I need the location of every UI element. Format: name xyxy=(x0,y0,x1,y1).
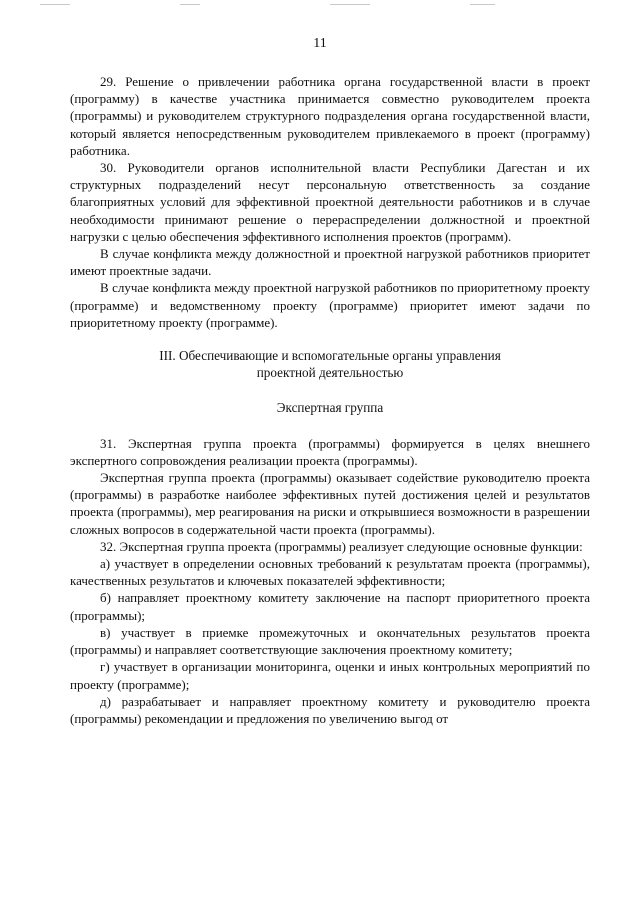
list-item-d: д) разрабатывает и направляет проектному комитету и руководителю проекта (программы) рекомендации и предложения по увеличению выгод от xyxy=(70,693,590,726)
scan-artifact xyxy=(40,4,70,5)
list-item-b: б) направляет проектному комитету заключение на паспорт приоритетного проекта (программы); xyxy=(70,590,590,623)
list-item-v: в) участвует в приемке промежуточных и окончательных результатов проекта (программы) и направляет соответствующие заключения проектному комитету; xyxy=(70,624,590,658)
list-item-a: а) участвует в определении основных требований к результатам проекта (программы), качественных результатов и ключевых показателей эффективности; xyxy=(70,556,590,589)
paragraph-31: 31. Экспертная группа проекта (программы) формируется в целях внешнего экспертного сопровождения реализации проекта (программы). xyxy=(70,435,590,468)
scan-artifact xyxy=(180,4,200,5)
section-heading-line-1: III. Обеспечивающие и вспомогательные органы управления xyxy=(159,348,501,364)
paragraph-29: 29. Решение о привлечении работника органа государственной власти в проект (программу) в качестве участника принимается совместно руководителем проекта (программы) и руководителем структурного подразделения органа государственной власти, который является непосредственным руководителем привлекаемого в проект (программу) работника. xyxy=(70,74,590,158)
sub-heading: Экспертная группа xyxy=(276,400,384,416)
paragraph-expert-group-role: Экспертная группа проекта (программы) оказывает содействие руководителю проекта (программы) в разработке наиболее эффективных путей достижения целей и результатов проекта (программы), мер реагирования на риски и открывшиеся возможности в разрешении сложных вопросов в содержательной части проекта (программы). xyxy=(70,470,590,537)
page-number: 11 xyxy=(313,36,327,51)
scan-artifact xyxy=(470,4,495,5)
document-body xyxy=(70,73,590,727)
paragraph-30: 30. Руководители органов исполнительной власти Республики Дагестан и их структурных подразделений несут персональную ответственность за создание благоприятных условий для эффективной проектной деятельности работников и в случае необходимости принимают решение о перераспределении должностной и проектной нагрузки с целью обеспечения эффективного исполнения проектов (программ). xyxy=(70,160,590,244)
paragraph-32: 32. Экспертная группа проекта (программы) реализует следующие основные функции: xyxy=(100,538,583,554)
paragraph-conflict-priority: В случае конфликта между проектной нагрузкой работников по приоритетному проекту (программе) и ведомственному проекту (программе) приоритет имеют задачи по приоритетному проекту (программе). xyxy=(70,280,590,330)
paragraph-conflict-duty: В случае конфликта между должностной и проектной нагрузкой работников приоритет имеют проектные задачи. xyxy=(70,246,590,279)
section-heading xyxy=(70,347,590,381)
scan-artifact xyxy=(330,4,370,5)
list-item-g: г) участвует в организации мониторинга, оценки и иных контрольных мероприятий по проекту (программе); xyxy=(70,659,590,692)
section-heading-line-2: проектной деятельностью xyxy=(256,365,404,381)
